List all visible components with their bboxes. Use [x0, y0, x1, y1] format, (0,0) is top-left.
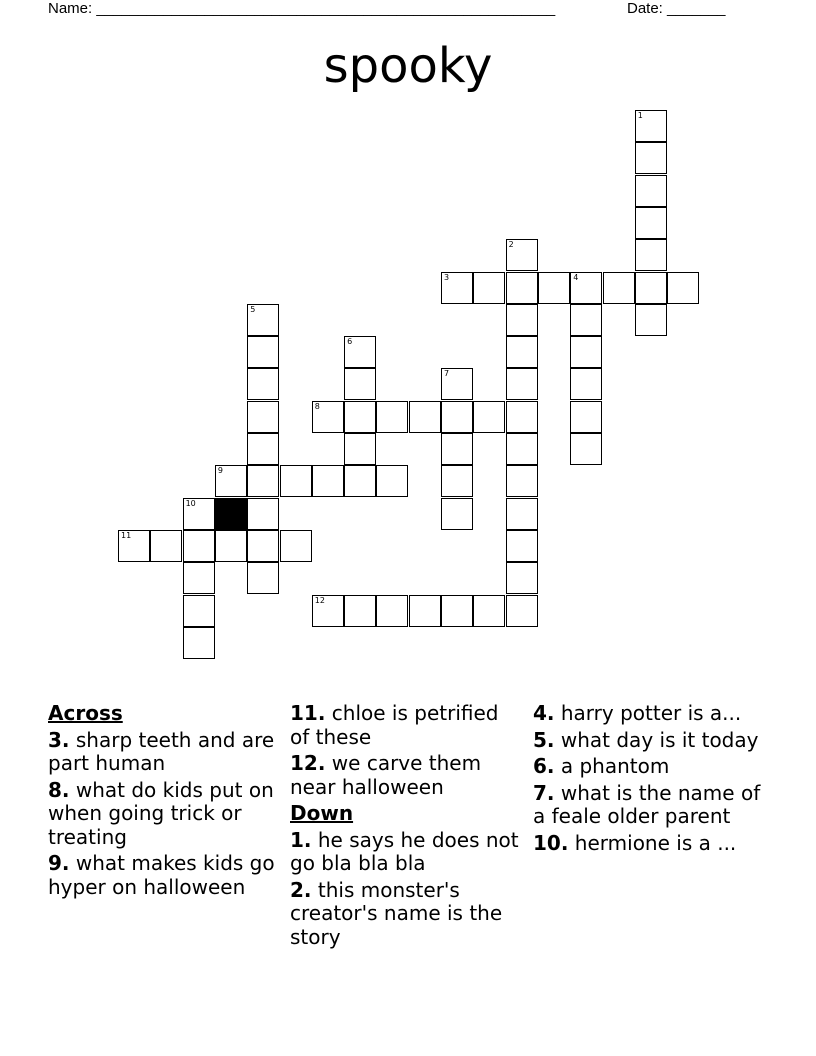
across-heading: Across — [48, 701, 123, 725]
crossword-cell[interactable] — [215, 465, 247, 497]
crossword-cell[interactable] — [667, 272, 699, 304]
crossword-cell[interactable] — [635, 110, 667, 142]
crossword-cell[interactable] — [506, 530, 538, 562]
clue-number: 10 — [185, 498, 196, 508]
crossword-cell[interactable] — [506, 336, 538, 368]
crossword-cell[interactable] — [247, 498, 279, 530]
name-field[interactable]: Name: _______________________________________________________ — [48, 0, 556, 17]
crossword-cell[interactable] — [570, 401, 602, 433]
date-field[interactable]: Date: _______ — [627, 0, 726, 17]
crossword-cell[interactable] — [603, 272, 635, 304]
crossword-cell[interactable] — [280, 530, 312, 562]
crossword-cell[interactable] — [376, 595, 408, 627]
clue-across-3: 3. sharp teeth and are part human — [48, 727, 275, 775]
clue-number: 1 — [637, 111, 643, 120]
clue-number: 2 — [508, 240, 514, 250]
crossword-cell[interactable] — [247, 304, 279, 336]
clue-across-12: 12. we carve them near halloween — [290, 751, 482, 799]
clue-across-8: 8. what do kids put on when going trick or treating — [48, 777, 274, 849]
crossword-cell[interactable] — [312, 401, 344, 433]
crossword-cell[interactable] — [247, 336, 279, 368]
clue-down-10: 10. hermione is a ... — [533, 830, 737, 855]
down-heading: Down — [290, 801, 354, 825]
crossword-cell[interactable] — [570, 336, 602, 368]
clue-number: 9 — [217, 466, 223, 476]
crossword-cell[interactable] — [312, 465, 344, 497]
crossword-cell[interactable] — [118, 530, 150, 562]
clue-number: 4 — [573, 272, 579, 282]
crossword-cell[interactable] — [538, 272, 570, 304]
crossword-cell[interactable] — [570, 304, 602, 336]
clue-number: 6 — [347, 337, 353, 347]
crossword-cell[interactable] — [441, 433, 473, 465]
crossword-cell[interactable] — [506, 595, 538, 627]
crossword-cell[interactable] — [409, 401, 441, 433]
crossword-cell[interactable] — [280, 465, 312, 497]
crossword-cell[interactable] — [183, 595, 215, 627]
crossword-cell[interactable] — [570, 368, 602, 400]
clue-down-6: 6. a phantom — [533, 754, 670, 778]
crossword-cell[interactable] — [215, 530, 247, 562]
crossword-cell[interactable] — [376, 401, 408, 433]
crossword-cell[interactable] — [441, 498, 473, 530]
crossword-cell[interactable] — [344, 595, 376, 627]
crossword-cell[interactable] — [506, 368, 538, 400]
clue-number: 8 — [314, 401, 320, 411]
crossword-cell[interactable] — [183, 627, 215, 659]
clue-column-2 — [290, 702, 522, 952]
crossword-cell[interactable] — [183, 530, 215, 562]
puzzle-title: spooky — [323, 38, 493, 94]
clue-number: 11 — [121, 530, 132, 540]
crossword-cell[interactable] — [506, 401, 538, 433]
crossword-cell[interactable] — [506, 465, 538, 497]
crossword-cell[interactable] — [570, 272, 602, 304]
crossword-cell[interactable] — [506, 433, 538, 465]
clue-number: 3 — [444, 272, 450, 282]
crossword-cell[interactable] — [506, 498, 538, 530]
crossword-cell[interactable] — [473, 401, 505, 433]
crossword-cell[interactable] — [441, 465, 473, 497]
crossword-cell[interactable] — [344, 336, 376, 368]
crossword-cell[interactable] — [635, 304, 667, 336]
crossword-cell[interactable] — [376, 465, 408, 497]
black-square — [215, 498, 247, 530]
crossword-cell[interactable] — [247, 530, 279, 562]
crossword-cell[interactable] — [441, 272, 473, 304]
crossword-cell[interactable] — [183, 562, 215, 594]
crossword-cell[interactable] — [150, 530, 182, 562]
crossword-cell[interactable] — [344, 433, 376, 465]
crossword-cell[interactable] — [635, 175, 667, 207]
crossword-cell[interactable] — [635, 142, 667, 174]
clue-down-1: 1. he says he does not go bla bla bla — [290, 827, 519, 875]
clue-column-1 — [48, 702, 278, 902]
crossword-cell[interactable] — [312, 595, 344, 627]
crossword-cell[interactable] — [409, 595, 441, 627]
crossword-cell[interactable] — [247, 465, 279, 497]
crossword-cell[interactable] — [635, 272, 667, 304]
crossword-cell[interactable] — [344, 465, 376, 497]
crossword-cell[interactable] — [247, 401, 279, 433]
crossword-cell[interactable] — [344, 368, 376, 400]
clue-column-3 — [533, 702, 773, 858]
crossword-cell[interactable] — [247, 433, 279, 465]
crossword-cell[interactable] — [506, 272, 538, 304]
clue-across-9: 9. what makes kids go hyper on halloween — [48, 851, 275, 899]
clue-down-4: 4. harry potter is a... — [533, 701, 742, 725]
clue-number: 12 — [314, 595, 325, 605]
crossword-cell[interactable] — [344, 401, 376, 433]
clue-number: 7 — [444, 369, 450, 379]
crossword-cell[interactable] — [473, 595, 505, 627]
clue-down-7: 7. what is the name of a feale older parent — [533, 780, 761, 828]
crossword-cell[interactable] — [506, 239, 538, 271]
clue-across-11: 11. chloe is petrified of these — [290, 701, 499, 749]
crossword-cell[interactable] — [635, 239, 667, 271]
crossword-cell[interactable] — [570, 433, 602, 465]
crossword-cell[interactable] — [247, 368, 279, 400]
crossword-cell[interactable] — [473, 272, 505, 304]
crossword-cell[interactable] — [441, 595, 473, 627]
clue-down-2: 2. this monster's creator's name is the story — [290, 877, 503, 949]
crossword-cell[interactable] — [506, 562, 538, 594]
crossword-cell[interactable] — [441, 401, 473, 433]
crossword-cell[interactable] — [441, 368, 473, 400]
crossword-cell[interactable] — [247, 562, 279, 594]
clue-number: 5 — [250, 304, 256, 314]
crossword-cell[interactable] — [635, 207, 667, 239]
clue-down-5: 5. what day is it today — [533, 727, 759, 752]
crossword-cell[interactable] — [183, 498, 215, 530]
crossword-cell[interactable] — [506, 304, 538, 336]
